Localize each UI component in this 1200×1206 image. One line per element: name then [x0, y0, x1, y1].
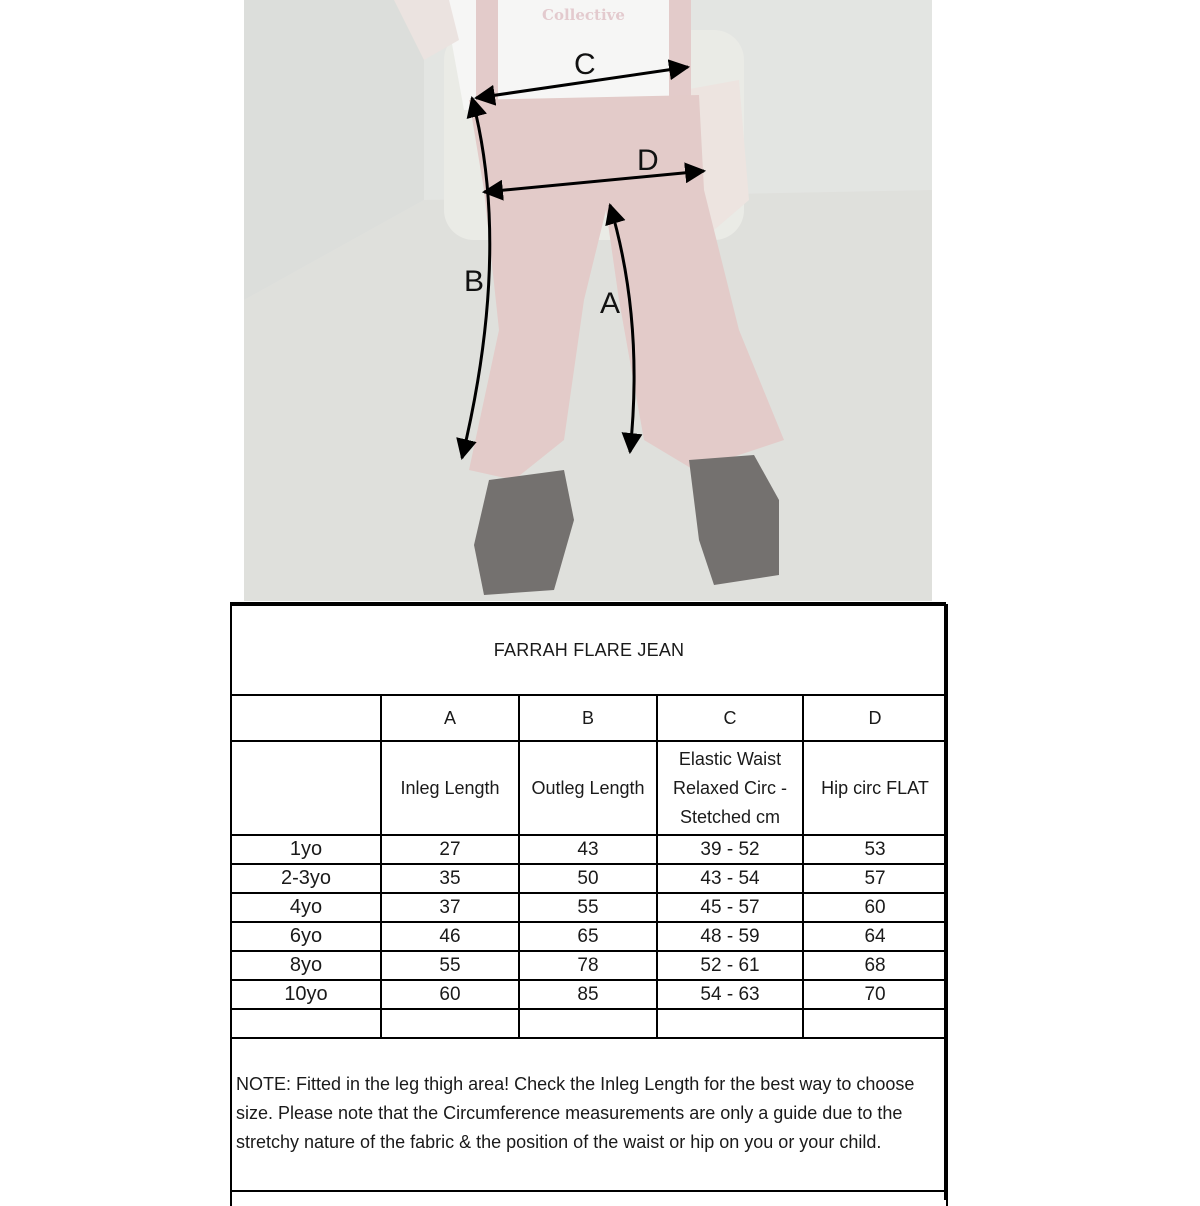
- empty-cell: [231, 1009, 381, 1038]
- measure-label-c: C: [574, 48, 596, 81]
- col-desc-a: [381, 741, 519, 835]
- size-cell: 10yo: [231, 980, 381, 1009]
- corner-cell: [231, 741, 381, 835]
- product-photo: [244, 0, 932, 601]
- value-cell: 60: [381, 980, 519, 1009]
- col-desc-c-line: Stetched cm: [679, 806, 781, 827]
- empty-cell: [519, 1009, 657, 1038]
- value-cell: 46: [381, 922, 519, 951]
- value-cell: 45 - 57: [657, 893, 803, 922]
- col-desc-b: [519, 741, 657, 835]
- value-cell: 48 - 59: [657, 922, 803, 951]
- col-desc-a-line: Inleg Length: [400, 777, 500, 798]
- value-cell: 65: [519, 922, 657, 951]
- value-cell: 43 - 54: [657, 864, 803, 893]
- value-cell: 57: [803, 864, 947, 893]
- table-row: [231, 951, 947, 980]
- value-cell: 35: [381, 864, 519, 893]
- empty-row: [231, 1009, 947, 1038]
- col-letter-c: C: [657, 695, 803, 741]
- size-chart-table: [230, 604, 948, 1206]
- empty-cell: [657, 1009, 803, 1038]
- measure-label-d: D: [637, 144, 659, 177]
- col-desc-b-line: Outleg Length: [531, 777, 645, 798]
- size-cell: 8yo: [231, 951, 381, 980]
- value-cell: 27: [381, 835, 519, 864]
- value-cell: 85: [519, 980, 657, 1009]
- value-cell: 68: [803, 951, 947, 980]
- size-cell: 1yo: [231, 835, 381, 864]
- table-row: [231, 980, 947, 1009]
- col-desc-c-line: Elastic Waist: [678, 748, 782, 769]
- value-cell: 37: [381, 893, 519, 922]
- value-cell: 53: [803, 835, 947, 864]
- size-cell: 4yo: [231, 893, 381, 922]
- value-cell: 64: [803, 922, 947, 951]
- column-letter-row: [231, 695, 947, 741]
- size-cell: 6yo: [231, 922, 381, 951]
- table-row: [231, 835, 947, 864]
- measurement-illustration: [244, 0, 932, 601]
- value-cell: 55: [381, 951, 519, 980]
- table-row: [231, 864, 947, 893]
- chart-title: FARRAH FLARE JEAN: [231, 605, 947, 695]
- table-row: [231, 893, 947, 922]
- value-cell: 55: [519, 893, 657, 922]
- corner-cell: [231, 695, 381, 741]
- empty-cell: [803, 1009, 947, 1038]
- col-letter-b: B: [519, 695, 657, 741]
- empty-cell: [381, 1009, 519, 1038]
- size-cell: 2-3yo: [231, 864, 381, 893]
- table-row: [231, 922, 947, 951]
- shirt-print: Collective: [542, 6, 625, 24]
- size-chart: [230, 602, 946, 1200]
- col-letter-d: D: [803, 695, 947, 741]
- value-cell: 39 - 52: [657, 835, 803, 864]
- value-cell: 43: [519, 835, 657, 864]
- col-desc-c-line: Relaxed Circ -: [672, 777, 788, 798]
- col-desc-d: [803, 741, 947, 835]
- col-desc-c: [657, 741, 803, 835]
- value-cell: 52 - 61: [657, 951, 803, 980]
- footer-cell: [231, 1191, 947, 1206]
- value-cell: 50: [519, 864, 657, 893]
- measure-label-b: B: [464, 265, 485, 298]
- value-cell: 78: [519, 951, 657, 980]
- value-cell: 60: [803, 893, 947, 922]
- value-cell: 70: [803, 980, 947, 1009]
- col-desc-d-line: Hip circ FLAT: [821, 777, 929, 798]
- column-description-row: [231, 741, 947, 835]
- value-cell: 54 - 63: [657, 980, 803, 1009]
- col-letter-a: A: [381, 695, 519, 741]
- fit-note: NOTE: Fitted in the leg thigh area! Check the Inleg Length for the best way to choose size. Please note that the Circumference measurements are only a guide due to the stretchy nature of the fabric & the position of the waist or hip on you or your child.: [231, 1038, 947, 1191]
- measure-label-a: A: [600, 287, 621, 320]
